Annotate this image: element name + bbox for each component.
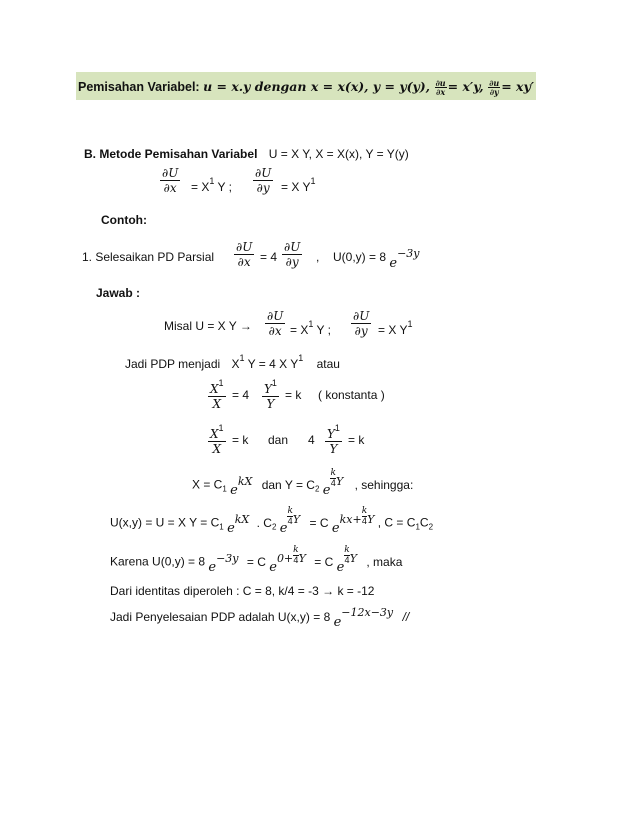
problem-condition: U(0,y) = 8 e−3y [333, 247, 420, 271]
ratio2-frac-y: $\frac{Y^1}{Y}$ [327, 423, 340, 456]
header-frac-dudy: $\frac{\partial u}{\partial y}$ [489, 78, 500, 98]
identitas-line: Dari identitas diperoleh : C = 8, k/4 = -3 → k = -12 [110, 584, 375, 598]
misal-frac-dU-dx: $\frac{\partial U}{\partial x}$ [267, 309, 284, 338]
misal-r2: = X $Y^1$ [378, 319, 413, 337]
ratio1-frac-x: $\frac{X^1}{X}$ [210, 378, 224, 411]
ratio2-eqk: = k [232, 433, 249, 447]
header-formula [78, 79, 534, 96]
solution-xy: $X = C_1$ ekX dan $Y = C_2$ e $\frac{k}{4}Y$ , sehingga: [192, 468, 414, 498]
problem-eq: = 4 [260, 250, 278, 264]
ratio1-eqk: = k [285, 388, 302, 402]
jadi-pdp-line: Jadi PDP menjadi $X^1$ Y = 4 X $Y^1$ atau [125, 353, 340, 371]
ratio2-four: 4 [308, 433, 315, 447]
relation-1: = $X^1$ Y ; [191, 176, 232, 194]
final-answer-line: Jadi Penyelesaian PDP adalah U(x,y) = 8 e−12x−3y // [110, 606, 410, 630]
problem-frac-dU-dx: $\frac{\partial U}{\partial x}$ [236, 240, 253, 269]
ratio2-eqk2: = k [348, 433, 365, 447]
karena-line: Karena U(0,y) = 8 e−3y = C e0+ $\frac{k}{4}Y = C$ e $\frac{k}{4}Y$ , maka [110, 545, 403, 575]
section-b-heading: B. Metode Pemisahan Variabel U = X Y, X = X(x), Y = Y(y) [84, 147, 409, 161]
problem-comma: , [316, 250, 320, 264]
header-label: Pemisahan Variabel: [78, 80, 200, 94]
ratio1-eq4: = 4 [232, 388, 250, 402]
header-eq1: = x′y, [447, 79, 484, 94]
misal-r1: = $X^1$ Y ; [290, 319, 331, 337]
frac-dU-dx: $\frac{\partial U}{\partial x}$ [162, 166, 179, 195]
problem-label: 1. Selesaikan PD Parsial [82, 250, 215, 264]
misal-label: Misal U = X Y → [164, 319, 252, 333]
ratio1-note: ( konstanta ) [318, 388, 385, 402]
relation-2: = X $Y^1$ [281, 176, 316, 194]
header-frac-dudx: $\frac{\partial u}{\partial x}$ [435, 78, 446, 98]
contoh-label: Contoh: [101, 213, 147, 227]
header-eq2: = xy′ [501, 79, 535, 94]
jawab-label: Jawab : [96, 286, 141, 300]
ratio2-frac-x: $\frac{X^1}{X}$ [210, 423, 224, 456]
u-line: U(x,y) = U = X $Y = C_1$ ekX . $C_2$ e $\frac{k}{4}Y = C$ ekx+ $\frac{k}{4}Y$ , $C = C_1C_2$ [110, 506, 434, 536]
problem-frac-dU-dy: $\frac{\partial U}{\partial y}$ [284, 240, 301, 269]
ratio1-frac-y: $\frac{Y^1}{Y}$ [264, 378, 277, 411]
misal-frac-dU-dy: $\frac{\partial U}{\partial y}$ [353, 309, 370, 338]
header-formula-a: u = x.y dengan x = x(x), y = y(y), [203, 79, 431, 94]
frac-dU-dy: $\frac{\partial U}{\partial y}$ [255, 166, 272, 195]
ratio2-dan: dan [268, 433, 289, 447]
